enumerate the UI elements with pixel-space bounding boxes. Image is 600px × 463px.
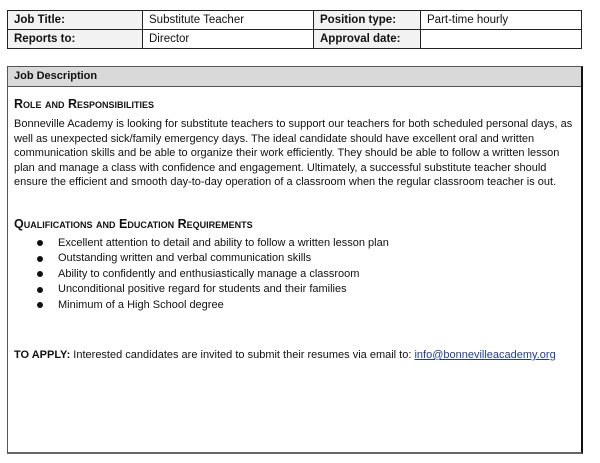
qualification-text: Minimum of a High School degree: [58, 298, 224, 311]
list-item: [8, 298, 581, 314]
reports-to-label: Reports to:: [8, 30, 143, 49]
list-item: [8, 282, 581, 298]
bullet-icon: [37, 256, 43, 262]
apply-email-link[interactable]: info@bonnevilleacademy.org: [414, 349, 556, 361]
qualification-text: Unconditional positive regard for students and their families: [58, 283, 347, 295]
position-type-value: Part-time hourly: [421, 11, 582, 30]
job-description-box: [7, 66, 583, 454]
apply-text: Interested candidates are invited to submit their resumes via email to:: [70, 349, 415, 361]
apply-instructions: [14, 349, 581, 361]
list-item: [8, 236, 581, 252]
role-paragraph: Bonneville Academy is looking for substitute teachers to support our teachers for both scheduled personal days, as well as unexpected sick/family emergency days. The ideal candidate should have excellent oral and written communication skills and be able to organize their work efficiently. They should be able to follow a written lesson plan and manage a class with confidence and engagement. Ultimately, a successful substitute teacher should ensure the efficient and smooth day-to-day operation of a classroom when the regular classroom teacher is out.: [14, 118, 573, 188]
qualification-text: Ability to confidently and enthusiastically manage a classroom: [58, 267, 360, 280]
job-title-label: Job Title:: [8, 11, 143, 30]
list-item: [8, 267, 581, 283]
approval-date-label: Approval date:: [314, 30, 421, 49]
bullet-icon: [37, 271, 43, 277]
apply-label: TO APPLY:: [14, 349, 71, 361]
qualification-text: Excellent attention to detail and ability to follow a written lesson plan: [58, 236, 389, 249]
qualifications-list: [8, 236, 581, 314]
reports-to-value: Director: [143, 30, 314, 49]
bullet-icon: [37, 302, 43, 308]
position-type-label: Position type:: [314, 11, 421, 30]
info-row-2: [8, 30, 582, 49]
job-info-table: [7, 10, 582, 49]
role-heading: Role and Responsibilities: [14, 97, 155, 111]
approval-date-value: [421, 30, 582, 49]
list-item: [8, 251, 581, 267]
qualifications-heading: Qualifications and Education Requirements: [14, 216, 253, 231]
info-row-1: [8, 11, 582, 30]
job-description-header: Job Description: [8, 67, 581, 87]
job-title-value: Substitute Teacher: [143, 11, 314, 30]
qualification-text: Outstanding written and verbal communication skills: [58, 252, 312, 264]
bullet-icon: [37, 240, 43, 246]
bullet-icon: [37, 287, 43, 293]
